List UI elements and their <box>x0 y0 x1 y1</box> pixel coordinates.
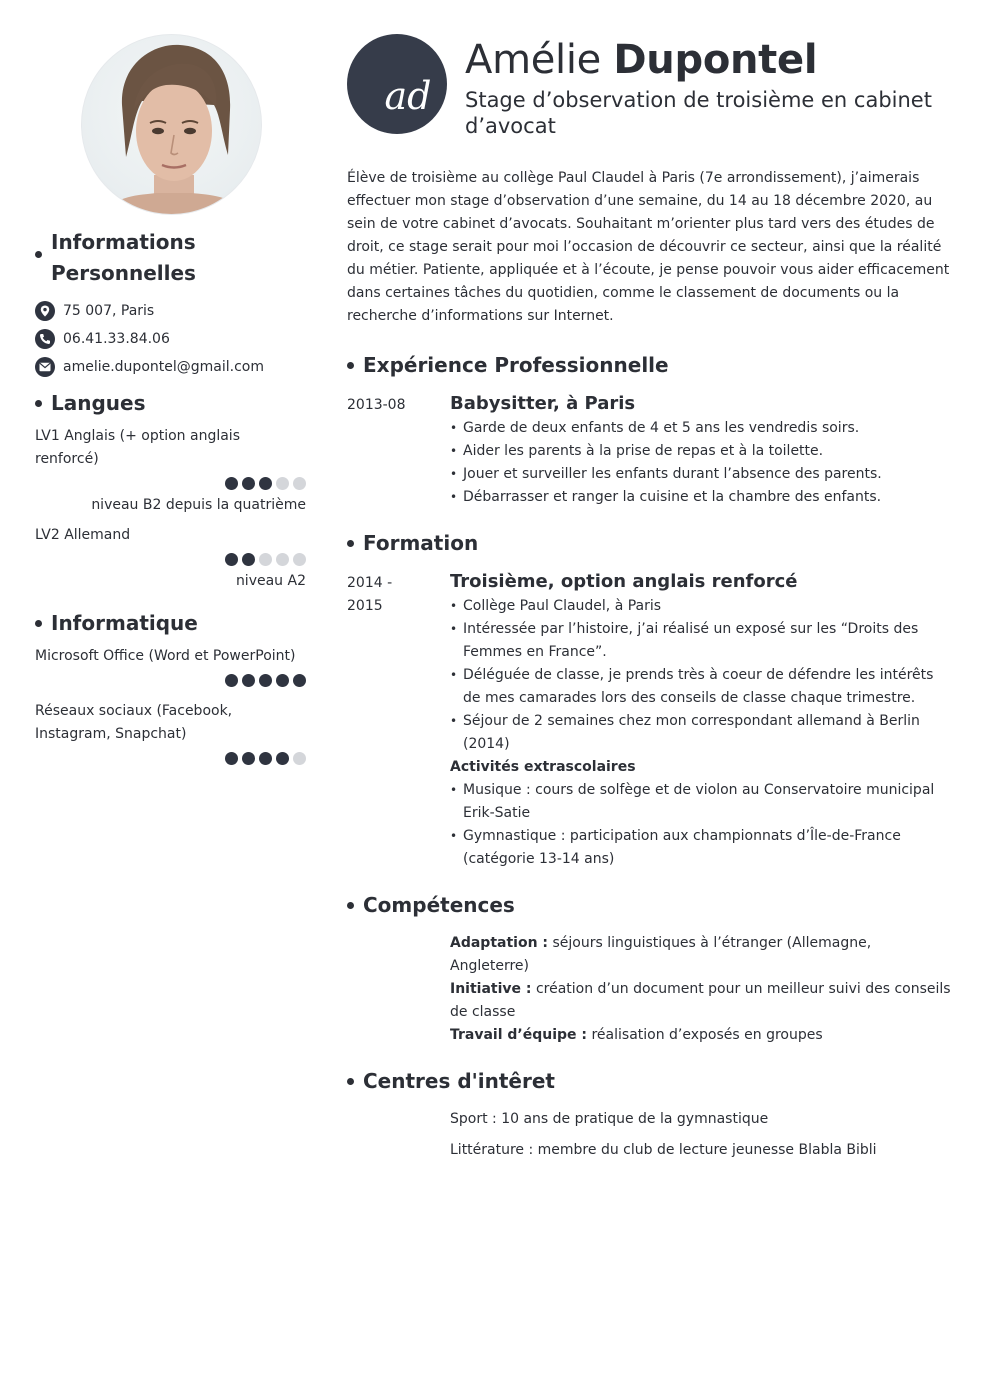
list-item: • Gymnastique : participation aux championnats d’Île-de-France (catégorie 13-14 ans) <box>450 825 953 871</box>
list-item: • Collège Paul Claudel, à Paris <box>450 595 953 618</box>
rating-dot <box>225 477 238 490</box>
language-note: niveau B2 depuis la quatrième <box>91 497 306 513</box>
rating-dot <box>293 752 306 765</box>
interests-title: Centres d'intêret <box>347 1066 953 1096</box>
language-label: LV1 Anglais (+ option anglais renforcé) <box>35 428 240 467</box>
contact-email <box>35 353 306 381</box>
list-item: • Aider les parents à la prise de repas et à la toilette. <box>450 440 953 463</box>
rating-dot <box>225 752 238 765</box>
entry-body <box>450 570 953 871</box>
computing-label: Microsoft Office (Word et PowerPoint) <box>35 648 296 664</box>
profile-summary: Élève de troisième au collège Paul Claudel à Paris (7e arrondissement), j’aimerais effectuer mon stage d’observation d’une semaine, du 14 au 18 décembre 2020, au sein de votre cabinet d’avocats. Souhaitant m’orienter plus tard vers des études de droit, ce stage serait pour moi l’occasion de découvrir ce secteur, ainsi que la réalité du métier. Patiente, appliquée et à l’écoute, je pense pouvoir vous aider efficacement dans certaines tâches du quotidien, comme le classement de documents ou la recherche d’informations sur Internet. <box>347 170 950 324</box>
email-icon <box>35 357 55 377</box>
last-name: Dupontel <box>613 37 818 83</box>
job-title: Stage d’observation de troisième en cabinet d’avocat <box>465 88 932 138</box>
contact-email-text: amelie.dupontel@gmail.com <box>63 359 264 375</box>
languages-section <box>35 388 306 593</box>
skill-label: Travail d’équipe : <box>450 1027 588 1043</box>
computing-label: Réseaux sociaux (Facebook, Instagram, Snapchat) <box>35 703 233 742</box>
computing-rating <box>35 752 306 765</box>
computing-section <box>35 608 306 765</box>
list-item: • Musique : cours de solfège et de violon au Conservatoire municipal Erik-Satie <box>450 779 953 825</box>
interest-item: Littérature : membre du club de lecture jeunesse Blabla Bibli <box>450 1142 877 1158</box>
skill-item <box>450 1024 953 1047</box>
list-item: • Déléguée de classe, je prends très à coeur de défendre les intérêts de mes camarades lors des conseils de classe chaque trimestre. <box>450 664 953 710</box>
skill-label: Adaptation : <box>450 935 549 951</box>
entry-date-end: 2015 <box>347 598 383 614</box>
extracurricular-bullets <box>450 779 953 871</box>
rating-dot <box>293 553 306 566</box>
entry-title: Babysitter, à Paris <box>450 393 636 414</box>
section-bullet-icon <box>35 400 42 407</box>
computing-title: Informatique <box>35 608 306 639</box>
rating-dot <box>276 477 289 490</box>
skills-list <box>450 932 953 1047</box>
rating-dot <box>242 553 255 566</box>
section-bullet-icon <box>347 1078 354 1085</box>
rating-dot <box>242 477 255 490</box>
computing-item <box>35 700 306 765</box>
rating-dot <box>276 752 289 765</box>
languages-title: Langues <box>35 388 306 419</box>
education-title: Formation <box>347 528 953 558</box>
skill-item <box>450 978 953 1024</box>
language-item <box>35 524 306 593</box>
list-item: • Séjour de 2 semaines chez mon correspondant allemand à Berlin (2014) <box>450 710 953 756</box>
entry-bullets <box>450 595 953 756</box>
list-item: • Intéressée par l’histoire, j’ai réalisé un exposé sur les “Droits des Femmes en France”. <box>450 618 953 664</box>
rating-dot <box>242 752 255 765</box>
contact-list <box>35 297 306 381</box>
entry-date-start: 2014 - <box>347 575 393 591</box>
sidebar <box>35 34 306 765</box>
experience-title: Expérience Professionnelle <box>347 350 953 380</box>
rating-dot <box>293 477 306 490</box>
section-bullet-icon <box>347 362 354 369</box>
resume-header <box>347 34 953 139</box>
education-section <box>347 528 953 871</box>
rating-dot <box>259 752 272 765</box>
entry-body <box>450 392 953 509</box>
rating-dot <box>225 674 238 687</box>
interests-section <box>347 1066 953 1162</box>
entry-date <box>347 570 450 871</box>
personal-info-section <box>35 227 306 381</box>
interest-item: Sport : 10 ans de pratique de la gymnastique <box>450 1111 769 1127</box>
rating-dot <box>259 477 272 490</box>
rating-dot <box>276 674 289 687</box>
list-item: • Débarrasser et ranger la cuisine et la chambre des enfants. <box>450 486 953 509</box>
rating-dot <box>259 553 272 566</box>
candidate-name <box>465 31 953 89</box>
phone-icon <box>35 329 55 349</box>
location-pin-icon <box>35 301 55 321</box>
language-rating <box>35 477 306 490</box>
rating-dot <box>242 674 255 687</box>
language-rating <box>35 553 306 566</box>
interests-list <box>450 1108 953 1162</box>
skills-section <box>347 890 953 1047</box>
skill-text: réalisation d’exposés en groupes <box>587 1027 823 1043</box>
skill-item <box>450 932 953 978</box>
section-bullet-icon <box>347 540 354 547</box>
skill-text: séjours linguistiques à l’étranger (Allemagne, Angleterre) <box>450 935 872 974</box>
entry-date: 2013-08 <box>347 397 406 413</box>
contact-phone <box>35 325 306 353</box>
list-item: • Jouer et surveiller les enfants durant l’absence des parents. <box>450 463 953 486</box>
contact-address-text: 75 007, Paris <box>63 303 155 319</box>
rating-dot <box>293 674 306 687</box>
extracurricular-heading: Activités extrascolaires <box>450 759 636 775</box>
education-entry <box>347 570 953 871</box>
list-item: • Garde de deux enfants de 4 et 5 ans les vendredis soirs. <box>450 417 953 440</box>
section-bullet-icon <box>347 902 354 909</box>
monogram-badge: ad <box>347 34 447 134</box>
header-text <box>465 34 953 139</box>
language-label: LV2 Allemand <box>35 527 131 543</box>
language-note: niveau A2 <box>235 573 306 589</box>
entry-bullets <box>450 417 953 509</box>
section-bullet-icon <box>35 620 42 627</box>
skill-label: Initiative : <box>450 981 532 997</box>
experience-section <box>347 350 953 509</box>
contact-address <box>35 297 306 325</box>
rating-dot <box>225 553 238 566</box>
computing-item <box>35 645 306 687</box>
rating-dot <box>276 553 289 566</box>
first-name: Amélie <box>465 37 601 83</box>
language-item <box>35 425 306 517</box>
rating-dot <box>259 674 272 687</box>
skills-title: Compétences <box>347 890 953 920</box>
personal-info-title: Informations Personnelles <box>35 227 306 289</box>
portrait-illustration <box>82 35 262 215</box>
computing-rating <box>35 674 306 687</box>
experience-entry <box>347 392 953 509</box>
entry-title: Troisième, option anglais renforcé <box>450 571 798 592</box>
contact-phone-text: 06.41.33.84.06 <box>63 331 170 347</box>
section-bullet-icon <box>35 251 42 258</box>
profile-photo <box>81 34 262 215</box>
skill-text: création d’un document pour un meilleur suivi des conseils de classe <box>450 981 951 1020</box>
main-content <box>347 34 953 1170</box>
